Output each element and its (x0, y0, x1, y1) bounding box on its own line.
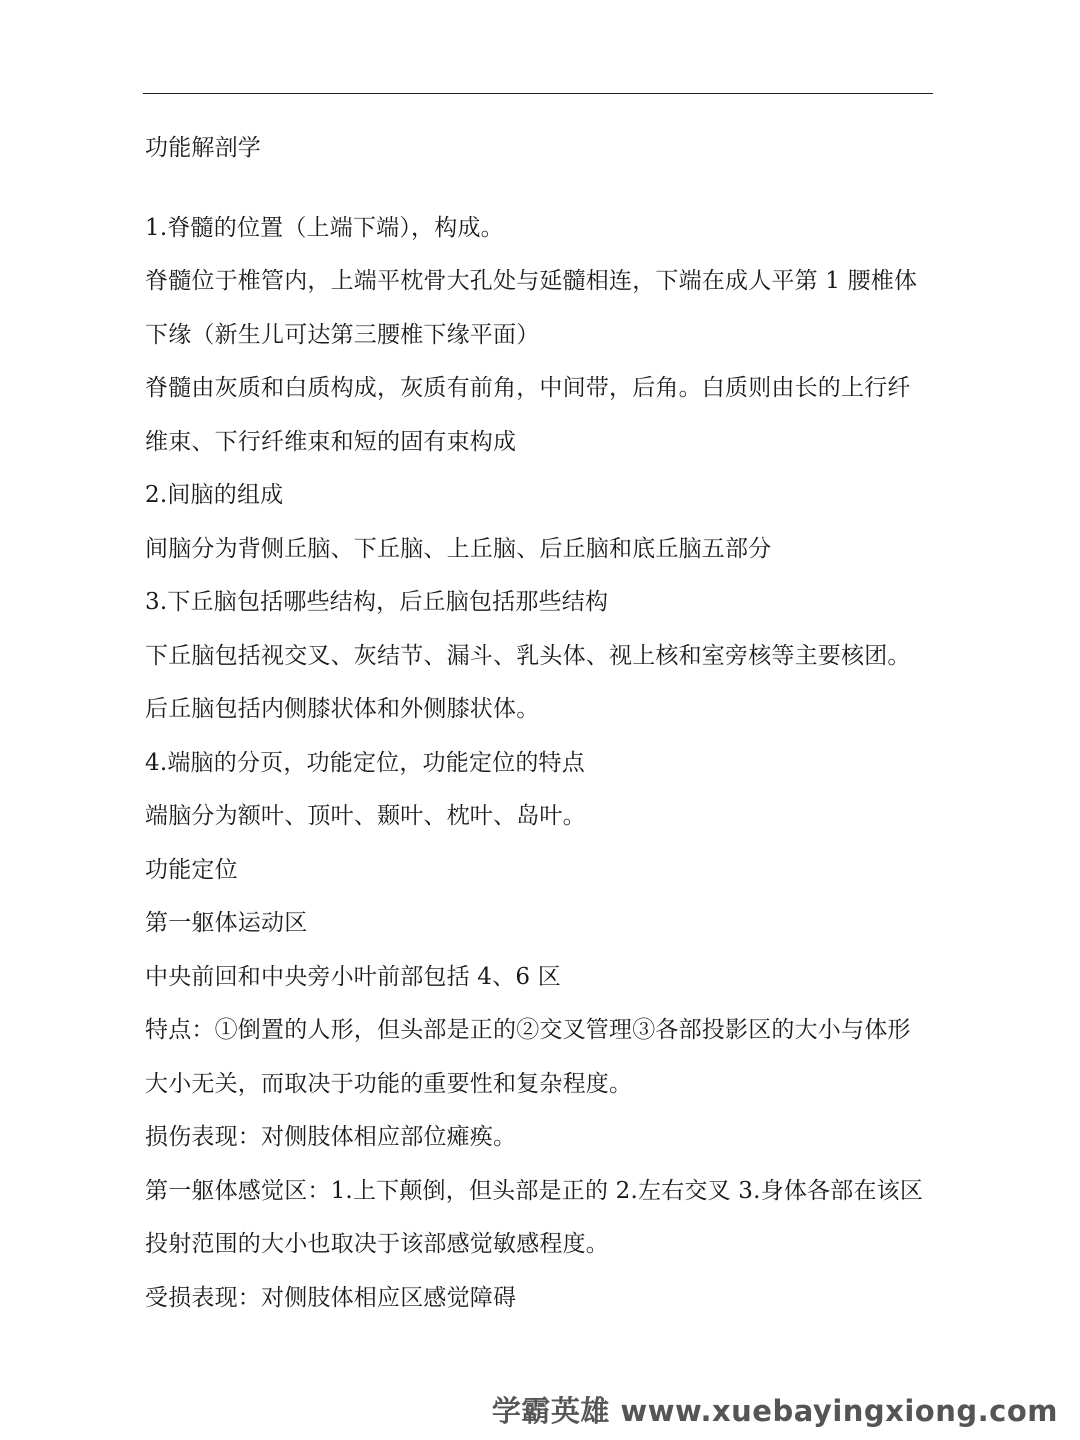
text-line: 第一躯体感觉区：1.上下颠倒，但头部是正的 2.左右交叉 3.身体各部在该区 (145, 1177, 924, 1204)
text-line: 受损表现：对侧肢体相应区感觉障碍 (145, 1284, 517, 1311)
document-body (145, 122, 945, 1325)
text-line: 功能定位 (145, 856, 238, 883)
text-line: 第一躯体运动区 (145, 910, 308, 936)
text-line: 端脑分为额叶、顶叶、颞叶、枕叶、岛叶。 (145, 803, 586, 829)
text-line: 下缘（新生儿可达第三腰椎下缘平面） (145, 321, 540, 348)
text-line: 3.下丘脑包括哪些结构，后丘脑包括那些结构 (145, 589, 609, 615)
text-line: 投射范围的大小也取决于该部感觉敏感程度。 (145, 1231, 609, 1257)
header-rule (143, 93, 933, 94)
text-line: 2.间脑的组成 (145, 482, 284, 508)
text-line: 维束、下行纤维束和短的固有束构成 (145, 428, 517, 455)
text-line: 4.端脑的分页，功能定位，功能定位的特点 (145, 749, 585, 776)
text-line: 下丘脑包括视交叉、灰结节、漏斗、乳头体、视上核和室旁核等主要核团。 (145, 642, 911, 669)
text-line: 脊髓位于椎管内，上端平枕骨大孔处与延髓相连，下端在成人平第 1 腰椎体 (145, 268, 918, 294)
text-line: 损伤表现：对侧肢体相应部位瘫痪。 (145, 1124, 517, 1150)
text-line: 1.脊髓的位置（上端下端），构成。 (145, 214, 504, 241)
text-line: 中央前回和中央旁小叶前部包括 4、6 区 (145, 963, 561, 990)
text-line: 间脑分为背侧丘脑、下丘脑、上丘脑、后丘脑和底丘脑五部分 (145, 535, 772, 562)
document-title: 功能解剖学 (145, 135, 261, 161)
text-line: 大小无关，而取决于功能的重要性和复杂程度。 (145, 1070, 633, 1097)
text-line: 后丘脑包括内侧膝状体和外侧膝状体。 (145, 696, 540, 722)
text-line: 特点：①倒置的人形，但头部是正的②交叉管理③各部投影区的大小与体形 (145, 1017, 911, 1043)
site-watermark: 学霸英雄 www.xuebayingxiong.com (491, 1394, 1058, 1428)
text-line: 脊髓由灰质和白质构成，灰质有前角，中间带，后角。白质则由长的上行纤 (145, 375, 911, 401)
